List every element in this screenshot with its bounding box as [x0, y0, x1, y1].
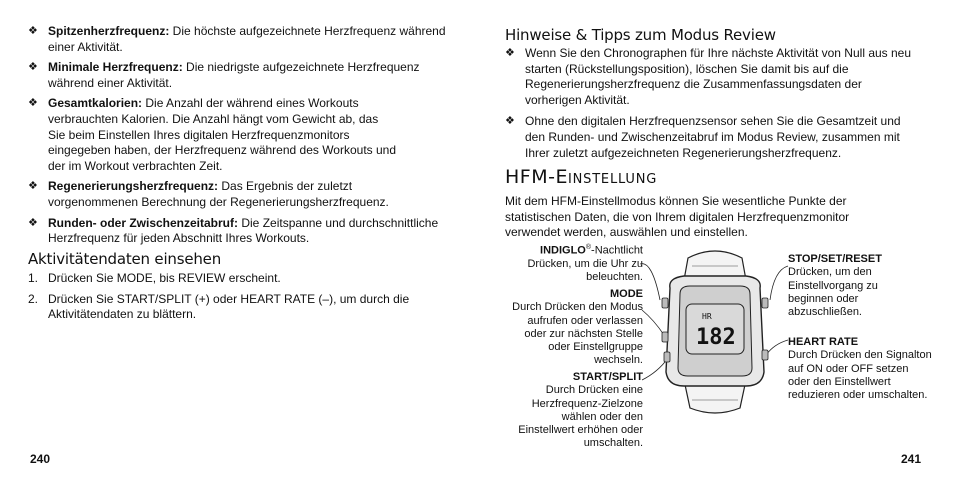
diamond-bullet-icon: ❖: [28, 180, 38, 193]
step-text: Drücken Sie MODE, bis REVIEW erscheint.: [48, 271, 281, 285]
diamond-bullet-icon: ❖: [28, 25, 38, 37]
leader-line-stop: [770, 266, 788, 300]
diamond-bullet-icon: ❖: [505, 115, 515, 128]
step-number: 1.: [28, 271, 39, 285]
term: Regenerierungsherzfrequenz:: [48, 179, 219, 194]
callout-term: INDIGLO: [540, 244, 586, 257]
callout-text: -Nachtlicht Drücken, um die Uhr zu beleuchten.: [527, 244, 643, 284]
bullet-calories: [28, 96, 398, 174]
callout-term: HEART RATE: [788, 336, 859, 348]
callout-text: Durch Drücken eine Herzfrequenz-Zielzone wählen oder den Einstellwert erhöhen oder umschalten.: [518, 384, 643, 450]
callout-mode: [505, 288, 643, 368]
step-number: 2.: [28, 291, 39, 306]
watch-illustration: [640, 240, 790, 420]
callout-text: Durch Drücken den Signalton auf ON oder OFF setzen oder den Einstellwert reduzieren oder umschalten.: [788, 349, 932, 402]
step-item: [28, 271, 428, 287]
definition: Die Anzahl der während eines Workouts verbrauchten Kalorien. Die Anzahl hängt vom Gewicht ab, das Sie beim Einstellen Ihres digitalen Herzfrequenzmonitors eingegeben haben, der Herzfrequenz während des Workouts und der im Workout verbrachten Zeit.: [48, 96, 397, 173]
bullet-peak-hr: [28, 24, 448, 55]
title-main: HFM-E: [505, 166, 568, 188]
tip-text: Wenn Sie den Chronographen für Ihre nächste Aktivität von Null aus neu starten (Rückstellungsposition), löschen Sie damit bis auf die Regenerierungsherzfrequenz die Zusammenfassungsdaten der vorherigen Aktivität.: [525, 46, 912, 107]
mode-button[interactable]: [662, 332, 668, 342]
section-title-tips: Hinweise & Tipps zum Modus Review: [505, 26, 776, 44]
tip-item: [505, 114, 920, 161]
callout-term: START/SPLIT: [572, 371, 643, 383]
bullet-lap-split: [28, 216, 448, 247]
steps-list: [28, 271, 428, 323]
diamond-bullet-icon: ❖: [28, 216, 38, 229]
watch-display-top: HR: [702, 312, 712, 321]
term: Minimale Herzfrequenz:: [48, 60, 183, 75]
stop-set-reset-button[interactable]: [762, 298, 768, 308]
leader-line-indiglo: [640, 264, 660, 300]
bullet-min-hr: [28, 60, 448, 91]
callout-indiglo: [505, 241, 643, 285]
term: Gesamtkalorien:: [48, 96, 143, 111]
callout-term: MODE: [610, 288, 643, 300]
callout-start-split: [505, 371, 643, 451]
tip-item: [505, 46, 920, 108]
title-smallcaps: INSTELLUNG: [567, 172, 658, 187]
page-number-left: 240: [30, 452, 51, 466]
definition: Die höchste aufgezeichnete Herzfrequenz während einer Aktivität.: [48, 24, 446, 54]
start-split-button[interactable]: [664, 352, 670, 362]
diamond-bullet-icon: ❖: [28, 61, 38, 74]
diamond-bullet-icon: ❖: [505, 47, 515, 59]
definition: Das Ergebnis der zuletzt vorgenommenen Berechnung der Regenerierungsherzfrequenz.: [48, 179, 389, 209]
term: Runden- oder Zwischenzeitabruf:: [48, 215, 239, 230]
callout-heart-rate: [788, 336, 933, 402]
section-title-view-data: Aktivitätendaten einsehen: [28, 250, 222, 268]
definition: Die Zeitspanne und durchschnittliche Herzfrequenz für jeden Abschnitt Ihres Workouts.: [48, 215, 439, 246]
callout-text: Durch Drücken den Modus aufrufen oder verlassen oder zur nächsten Stelle oder Einstellgruppe wechseln.: [512, 301, 643, 367]
heart-rate-button[interactable]: [762, 350, 768, 360]
watch-display-value: 182: [696, 325, 736, 350]
step-item: [28, 292, 428, 323]
bullet-recovery-hr: [28, 179, 423, 210]
callout-term: STOP/SET/RESET: [788, 253, 882, 265]
callout-stop-set-reset: [788, 253, 888, 319]
page-number-right: 241: [901, 452, 922, 466]
indiglo-button[interactable]: [662, 298, 668, 308]
leader-line-heart-rate: [766, 340, 788, 355]
hfm-intro: Mit dem HFM-Einstellmodus können Sie wesentliche Punkte der statistischen Daten, die von Ihrem digitalen Herzfrequenzmonitor verwendet werden, auswählen und einstellen.: [505, 194, 850, 240]
tips-bullet-list: [505, 46, 920, 161]
diamond-bullet-icon: ❖: [28, 97, 38, 110]
term: Spitzenherzfrequenz:: [48, 24, 170, 38]
tip-text: Ohne den digitalen Herzfrequenzsensor sehen Sie die Gesamtzeit und den Runden- und Zwischenzeitabruf im Modus Review, zusammen mit Ihrer zuletzt aufgezeichneten Regenerierungsherzfrequenz.: [525, 114, 901, 160]
callout-text: Drücken, um den Einstellvorgang zu beginnen oder abzuschließen.: [788, 266, 878, 319]
left-bullet-list: [28, 24, 448, 247]
registered-mark: ®: [585, 244, 592, 251]
definition: Die niedrigste aufgezeichnete Herzfrequenz während einer Aktivität.: [48, 60, 420, 90]
leader-line-mode: [642, 310, 664, 335]
big-title-hfm: [505, 166, 657, 188]
step-text: Drücken Sie START/SPLIT (+) oder HEART RATE (–), um durch die Aktivitätendaten zu blättern.: [48, 291, 410, 322]
